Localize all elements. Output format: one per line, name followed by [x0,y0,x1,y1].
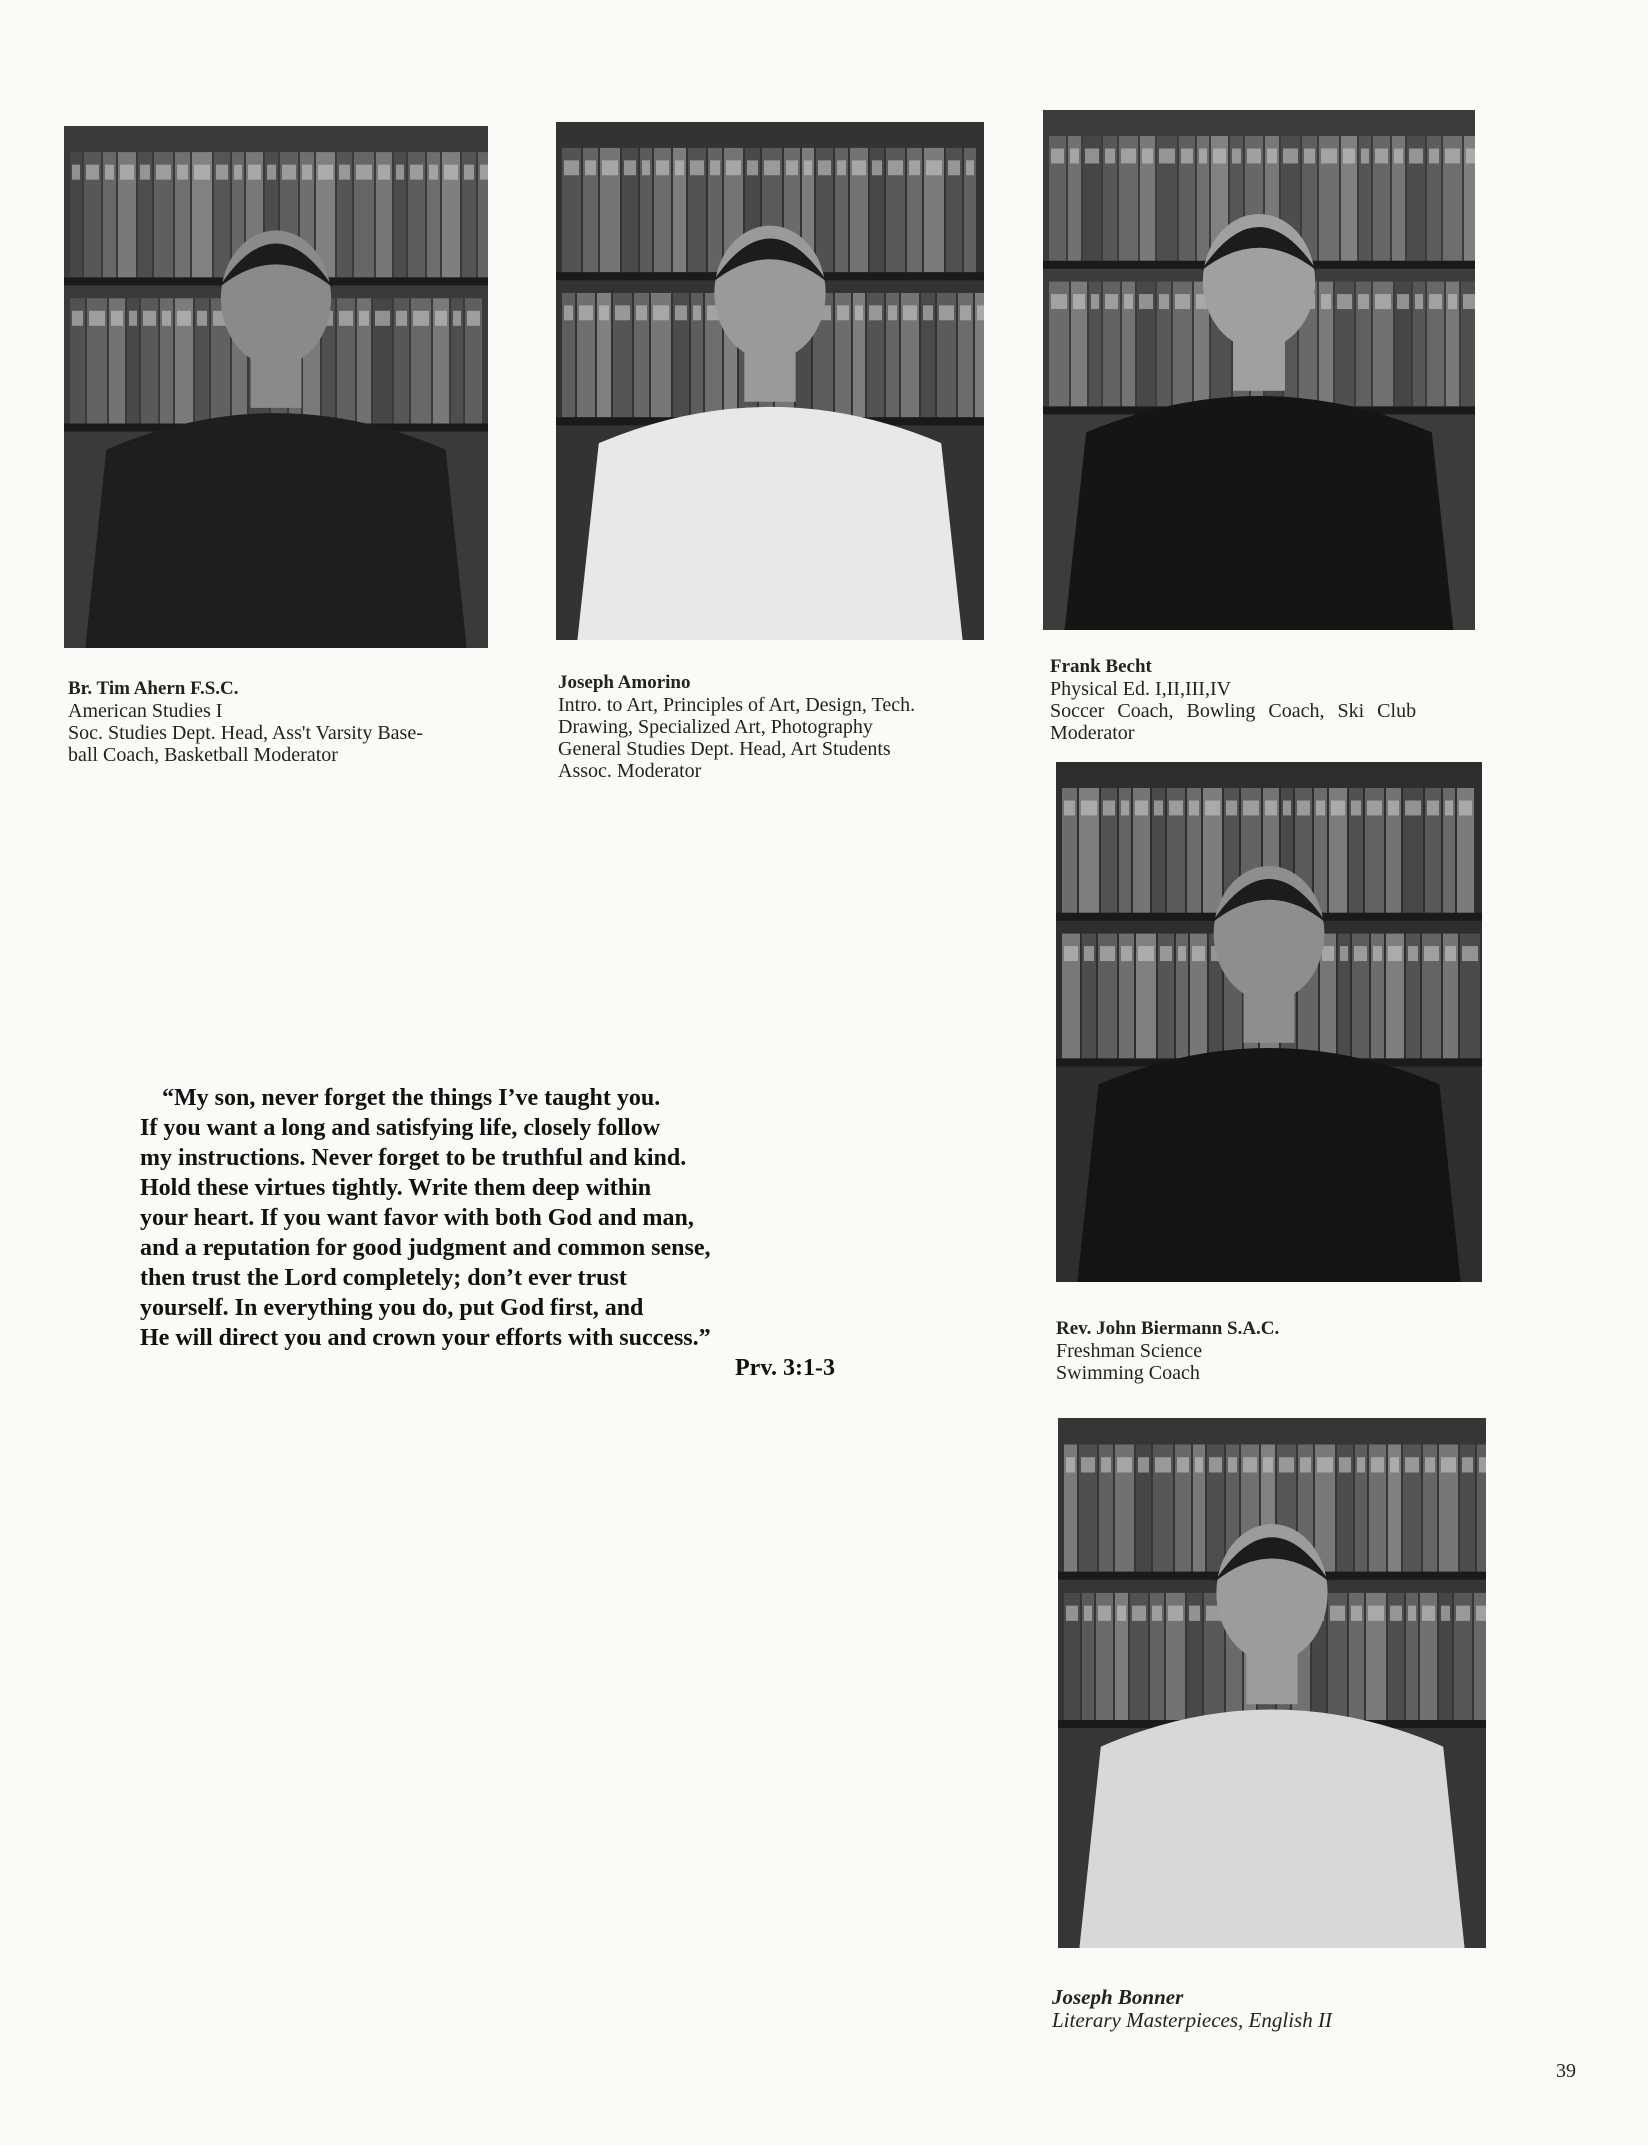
scripture-quote [140,1083,840,1383]
book-label [1265,800,1277,815]
book-label [1189,800,1199,815]
book-label [1105,294,1118,309]
book-label [599,305,609,320]
torso [577,407,962,640]
faculty-detail: Physical Ed. I,II,III,IV [1050,678,1232,700]
book-label [1213,148,1226,163]
book-label [837,160,846,175]
book-label [89,311,105,326]
faculty-detail: Drawing, Specialized Art, Photography [558,716,873,738]
book-label [1339,1457,1351,1472]
faculty-detail: Soc. Studies Dept. Head, Ass't Varsity Base- [68,722,423,744]
book-label [1343,148,1355,163]
book-label [1138,1457,1149,1472]
book-label [1476,1606,1486,1621]
photo-john-biermann [1056,762,1482,1282]
book-label [444,165,458,180]
book-label [413,311,429,326]
book-label [143,311,156,326]
book-label [1371,1457,1384,1472]
book-label [129,311,137,326]
book-label [804,160,812,175]
book-label [948,160,960,175]
book-label [837,305,849,320]
book-label [267,165,276,180]
book-label [1209,1457,1222,1472]
book-label [1064,800,1075,815]
caption-joseph-bonner [1052,1986,1492,2032]
book-label [1358,294,1369,309]
book-label [1070,148,1079,163]
book-label [282,165,296,180]
book-label [1138,946,1154,961]
book-label [1195,1457,1203,1472]
book-label [72,311,83,326]
book-label [1463,294,1475,309]
book-label [1429,148,1439,163]
book-label [1316,800,1325,815]
book-label [636,305,647,320]
book-label [1445,800,1453,815]
book-label [675,305,687,320]
book-label [855,305,863,320]
book-label [1351,1606,1362,1621]
portrait-image [1058,1418,1486,1948]
book-label [1051,148,1064,163]
faculty-detail: Moderator [1050,722,1135,744]
photo-joseph-amorino [556,122,984,640]
book-label [1135,800,1148,815]
photo-tim-ahern [64,126,488,648]
caption-joseph-amorino [558,672,998,782]
book-label [1462,1457,1473,1472]
book-label [1390,1457,1399,1472]
book-label [140,165,150,180]
book-label [642,160,650,175]
book-label [1425,1457,1435,1472]
book-label [1321,148,1337,163]
faculty-detail: General Studies Dept. Head, Art Students [558,738,891,760]
book-label [1390,1606,1402,1621]
torso [1077,1048,1460,1282]
caption-tim-ahern [68,678,508,766]
book-label [1459,800,1472,815]
book-label [464,165,474,180]
book-label [216,165,228,180]
book-label [1361,148,1369,163]
faculty-detail: ball Coach, Basketball Moderator [68,744,338,766]
book-label [120,165,134,180]
book-label [1373,946,1382,961]
book-label [852,160,866,175]
book-label [939,305,954,320]
book-label [1105,148,1115,163]
quote-line: my instructions. Never forget to be truthful and kind. [140,1145,687,1171]
quote-line: your heart. If you want favor with both God and man, [140,1205,694,1231]
book-label [656,160,669,175]
book-label [162,311,171,326]
book-label [1178,946,1186,961]
photo-frank-becht [1043,110,1475,630]
book-label [1375,148,1388,163]
portrait-image [64,126,488,648]
page-number: 39 [1556,2060,1576,2082]
book-label [818,160,831,175]
book-label [234,165,242,180]
quote-reference: Prv. 3:1-3 [735,1355,835,1381]
book-label [1448,294,1457,309]
book-label [396,165,404,180]
book-label [786,160,798,175]
book-label [1405,800,1421,815]
book-label [966,160,974,175]
book-label [690,160,704,175]
book-label [926,160,942,175]
book-label [86,165,99,180]
book-label [602,160,618,175]
book-label [1397,294,1409,309]
book-label [1456,1606,1470,1621]
book-label [1415,294,1423,309]
portrait-image [1043,110,1475,630]
book-label [467,311,480,326]
book-label [1243,800,1259,815]
book-label [1354,946,1367,961]
book-label [888,160,903,175]
book-label [1263,1457,1273,1472]
book-label [1283,148,1298,163]
faculty-detail: Soccer Coach, Bowling Coach, Ski Club [1050,700,1417,722]
book-label [359,311,369,326]
book-label [1351,800,1361,815]
book-label [1121,946,1132,961]
quote-line: He will direct you and crown your efforts with success.” [140,1325,711,1351]
book-label [1124,294,1133,309]
book-label [888,305,897,320]
book-label [1388,800,1399,815]
book-label [1103,800,1115,815]
book-label [1283,800,1291,815]
book-label [1405,1457,1419,1472]
torso [1079,1710,1464,1949]
book-label [1155,1457,1171,1472]
book-label [1121,800,1129,815]
quote-line: then trust the Lord completely; don’t ever trust [140,1265,627,1291]
book-label [872,160,882,175]
book-label [1066,1606,1078,1621]
book-label [1177,1457,1189,1472]
book-label [675,160,684,175]
faculty-detail: American Studies I [68,700,223,722]
book-label [1139,294,1153,309]
book-label [1142,148,1153,163]
book-label [693,305,701,320]
book-label [1132,1606,1146,1621]
faculty-name: Frank Becht [1050,656,1152,677]
book-label [1084,946,1094,961]
book-label [564,305,573,320]
book-label [909,160,920,175]
book-label [1159,148,1175,163]
book-label [1205,800,1220,815]
book-label [1098,1606,1111,1621]
book-label [1267,148,1277,163]
faculty-detail: Assoc. Moderator [558,760,702,782]
faculty-detail: Freshman Science [1056,1340,1203,1362]
book-label [1159,294,1169,309]
book-label [1154,800,1163,815]
book-label [1466,148,1475,163]
book-label [1429,294,1442,309]
book-label [1375,294,1391,309]
portrait-image [556,122,984,640]
book-label [1427,800,1439,815]
book-label [429,165,438,180]
book-label [764,160,780,175]
book-label [339,165,350,180]
book-label [1081,800,1097,815]
book-label [903,305,917,320]
book-label [1297,800,1310,815]
book-label [579,305,593,320]
book-label [726,160,741,175]
book-label [1357,1457,1365,1472]
book-label [1394,148,1403,163]
faculty-detail: Intro. to Art, Principles of Art, Design, Tech. [558,694,916,716]
book-label [1189,1606,1200,1621]
book-label [177,165,188,180]
book-label [1175,294,1190,309]
book-label [1424,946,1439,961]
book-label [960,305,971,320]
book-label [1243,1457,1257,1472]
faculty-name: Br. Tim Ahern F.S.C. [68,678,239,699]
book-label [453,311,461,326]
book-label [1408,946,1418,961]
book-label [977,305,984,320]
book-label [923,305,933,320]
book-label [1441,1606,1450,1621]
book-label [248,165,261,180]
book-label [1247,148,1261,163]
book-label [1169,800,1183,815]
portrait-image [1056,762,1482,1282]
book-label [194,165,210,180]
book-label [710,160,720,175]
book-label [1084,1606,1092,1621]
book-label [1121,148,1136,163]
book-label [302,165,312,180]
book-label [1226,800,1237,815]
faculty-name: Joseph Bonner [1052,1985,1184,2009]
book-label [1100,946,1115,961]
torso [85,413,467,648]
book-label [410,165,423,180]
book-label [197,311,207,326]
quote-line: Hold these virtues tightly. Write them deep within [140,1175,652,1201]
faculty-name: Rev. John Biermann S.A.C. [1056,1318,1280,1339]
book-label [1445,148,1460,163]
caption-john-biermann [1056,1318,1496,1384]
book-label [1085,148,1099,163]
quote-line: and a reputation for good judgment and common sense, [140,1235,711,1261]
book-label [1081,1457,1095,1472]
book-label [1051,294,1067,309]
book-label [435,311,447,326]
book-label [1192,946,1205,961]
book-label [747,160,758,175]
book-label [480,165,488,180]
book-label [1300,1457,1311,1472]
book-label [624,160,636,175]
quote-line: yourself. In everything you do, put God first, and [140,1295,644,1321]
book-label [1462,946,1478,961]
photo-joseph-bonner [1058,1418,1486,1948]
book-label [1064,946,1078,961]
book-label [396,311,407,326]
caption-frank-becht [1050,656,1490,744]
book-label [1066,1457,1075,1472]
book-label [156,165,171,180]
faculty-detail: Literary Masterpieces, English II [1052,2008,1332,2032]
book-label [564,160,579,175]
book-label [1330,1606,1345,1621]
book-label [1073,294,1085,309]
book-label [1152,1606,1162,1621]
book-label [1091,294,1099,309]
book-label [1408,1606,1416,1621]
book-label [1479,1457,1486,1472]
book-label [1441,1457,1456,1472]
book-label [615,305,630,320]
book-label [1228,1457,1237,1472]
book-label [375,311,390,326]
book-label [1117,1457,1132,1472]
book-label [1117,1606,1126,1621]
book-label [1337,294,1352,309]
book-label [1321,294,1331,309]
faculty-detail: Swimming Coach [1056,1362,1200,1384]
book-label [869,305,882,320]
book-label [1101,1457,1111,1472]
book-label [1368,1606,1384,1621]
book-label [1422,1606,1435,1621]
book-label [318,165,333,180]
book-label [1304,148,1315,163]
book-label [1445,946,1456,961]
book-label [105,165,114,180]
book-label [653,305,669,320]
book-label [1322,946,1334,961]
book-label [1331,800,1345,815]
quote-line: “My son, never forget the things I’ve taught you. [162,1085,661,1111]
book-label [1340,946,1348,961]
book-label [1409,148,1423,163]
book-label [1181,148,1193,163]
book-label [72,165,80,180]
book-label [1388,946,1402,961]
book-label [1279,1457,1294,1472]
book-label [1160,946,1172,961]
book-label [1232,148,1241,163]
book-label [1168,1606,1183,1621]
book-label [177,311,191,326]
book-label [1317,1457,1333,1472]
torso [1065,396,1454,630]
quote-line: If you want a long and satisfying life, closely follow [140,1115,661,1141]
book-label [585,160,596,175]
book-label [111,311,123,326]
book-label [356,165,372,180]
book-label [339,311,353,326]
book-label [1367,800,1382,815]
faculty-name: Joseph Amorino [558,672,691,693]
book-label [1199,148,1207,163]
book-label [378,165,390,180]
